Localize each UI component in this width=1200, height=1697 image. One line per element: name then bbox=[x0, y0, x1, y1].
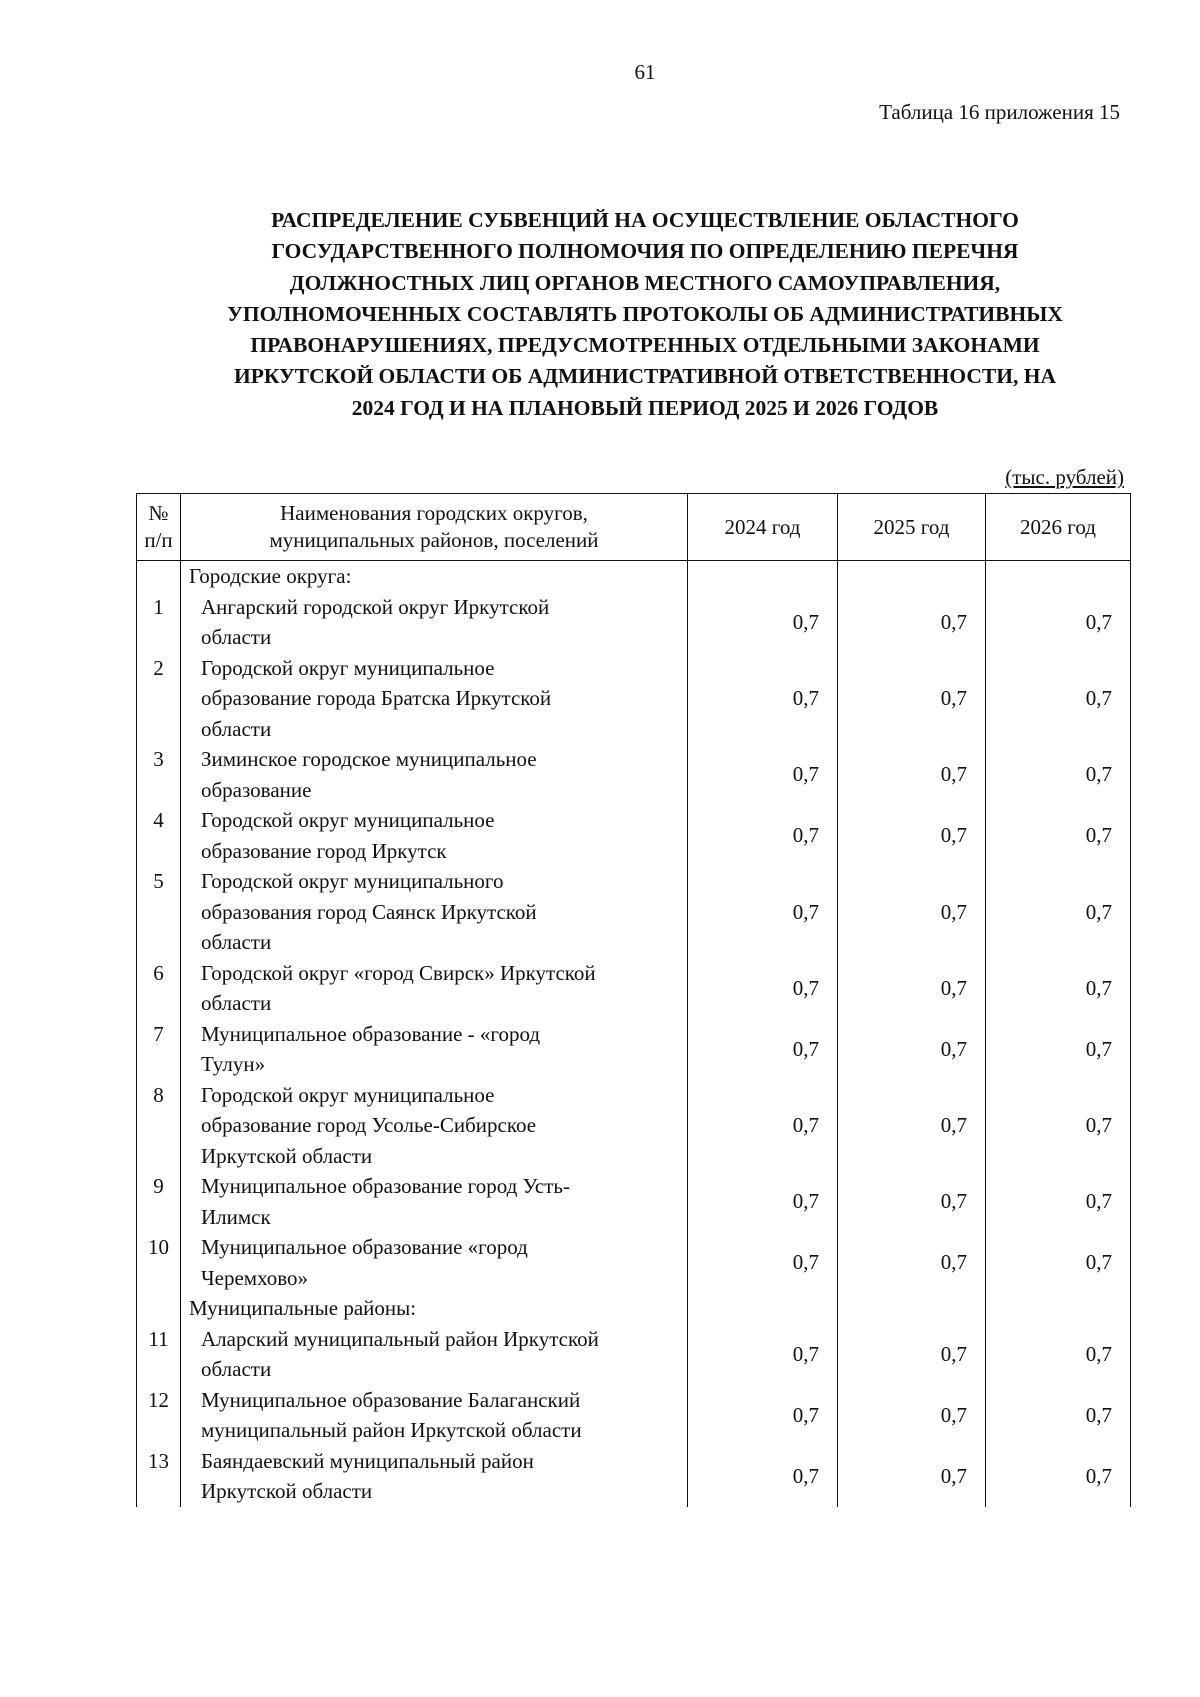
title-line: ИРКУТСКОЙ ОБЛАСТИ ОБ АДМИНИСТРАТИВНОЙ ОТВЕТСТВЕННОСТИ, НА bbox=[234, 364, 1056, 389]
row-name bbox=[181, 1171, 688, 1232]
row-value-2024: 0,7 bbox=[688, 1232, 838, 1293]
row-value-2026: 0,7 bbox=[986, 1171, 1131, 1232]
row-value-2026: 0,7 bbox=[986, 592, 1131, 653]
row-value-2025: 0,7 bbox=[838, 1446, 986, 1507]
table-body bbox=[137, 561, 1131, 1507]
row-name-line: Илимск bbox=[201, 1204, 271, 1229]
header-num bbox=[137, 494, 181, 561]
table-row bbox=[137, 1385, 1131, 1446]
row-value-2024: 0,7 bbox=[688, 1324, 838, 1385]
row-name bbox=[181, 958, 688, 1019]
row-value-2026: 0,7 bbox=[986, 866, 1131, 958]
row-name-line: Черемхово» bbox=[201, 1265, 309, 1290]
row-value-2024: 0,7 bbox=[688, 1171, 838, 1232]
title-line: ДОЛЖНОСТНЫХ ЛИЦ ОРГАНОВ МЕСТНОГО САМОУПРАВЛЕНИЯ, bbox=[289, 270, 1001, 295]
row-value-2025: 0,7 bbox=[838, 653, 986, 745]
row-name-line: области bbox=[201, 1357, 272, 1381]
table-row bbox=[137, 958, 1131, 1019]
row-name-line: Иркутской области bbox=[201, 1143, 373, 1168]
row-name bbox=[181, 744, 688, 805]
row-number: 9 bbox=[137, 1171, 181, 1232]
row-value-2026: 0,7 bbox=[986, 1446, 1131, 1507]
row-value-2025: 0,7 bbox=[838, 805, 986, 866]
table-reference: Таблица 16 приложения 15 bbox=[879, 100, 1120, 124]
empty-cell bbox=[986, 561, 1131, 592]
table-row bbox=[137, 744, 1131, 805]
title-line: РАСПРЕДЕЛЕНИЕ СУБВЕНЦИЙ НА ОСУЩЕСТВЛЕНИЕ ОБЛАСТНОГО bbox=[271, 208, 1019, 232]
title-line: ПРАВОНАРУШЕНИЯХ, ПРЕДУСМОТРЕННЫХ ОТДЕЛЬНЫМИ ЗАКОНАМИ bbox=[250, 333, 1040, 358]
table-row bbox=[137, 1324, 1131, 1385]
title-line: ГОСУДАРСТВЕННОГО ПОЛНОМОЧИЯ ПО ОПРЕДЕЛЕНИЮ ПЕРЕЧНЯ bbox=[271, 239, 1019, 264]
row-name bbox=[181, 592, 688, 653]
row-name bbox=[181, 1385, 688, 1446]
row-name-line: области bbox=[201, 716, 272, 741]
row-name bbox=[181, 1019, 688, 1080]
row-value-2026: 0,7 bbox=[986, 1324, 1131, 1385]
table-row bbox=[137, 1232, 1131, 1293]
row-value-2024: 0,7 bbox=[688, 1080, 838, 1172]
row-value-2026: 0,7 bbox=[986, 958, 1131, 1019]
row-number: 10 bbox=[137, 1232, 181, 1293]
row-name-line: Муниципальное образование «город bbox=[201, 1235, 528, 1259]
header-2024: 2024 год bbox=[688, 494, 838, 561]
section-row-municipal-districts bbox=[137, 1293, 1131, 1324]
row-name-line: Муниципальное образование - «город bbox=[201, 1021, 541, 1046]
row-value-2026: 0,7 bbox=[986, 1385, 1131, 1446]
header-name bbox=[181, 494, 688, 561]
row-value-2025: 0,7 bbox=[838, 1385, 986, 1446]
document-title bbox=[150, 205, 1140, 424]
row-value-2025: 0,7 bbox=[838, 1324, 986, 1385]
row-name bbox=[181, 1324, 688, 1385]
row-number: 1 bbox=[137, 592, 181, 653]
row-name-line: Ангарский городской округ Иркутской bbox=[201, 594, 550, 619]
row-value-2025: 0,7 bbox=[838, 866, 986, 958]
row-value-2026: 0,7 bbox=[986, 1019, 1131, 1080]
row-name-line: муниципальный район Иркутской области bbox=[201, 1418, 582, 1442]
row-name-line: Баяндаевский муниципальный район bbox=[201, 1448, 534, 1473]
row-name bbox=[181, 805, 688, 866]
row-value-2026: 0,7 bbox=[986, 653, 1131, 745]
distribution-table-container bbox=[136, 493, 1130, 1507]
empty-cell bbox=[986, 1293, 1131, 1324]
row-number: 8 bbox=[137, 1080, 181, 1172]
row-value-2026: 0,7 bbox=[986, 1232, 1131, 1293]
row-name-line: образование города Братска Иркутской bbox=[201, 686, 552, 710]
distribution-table bbox=[136, 493, 1131, 1507]
row-value-2025: 0,7 bbox=[838, 1080, 986, 1172]
section-label: Муниципальные районы: bbox=[181, 1293, 688, 1324]
row-name-line: Городской округ муниципальное bbox=[201, 655, 495, 680]
empty-cell bbox=[838, 1293, 986, 1324]
row-name-line: Городской округ муниципальное bbox=[201, 1082, 495, 1107]
row-number: 12 bbox=[137, 1385, 181, 1446]
row-name bbox=[181, 1446, 688, 1507]
row-name-line: Городской округ «город Свирск» Иркутской bbox=[201, 960, 596, 985]
empty-cell bbox=[137, 561, 181, 592]
row-number: 5 bbox=[137, 866, 181, 958]
row-value-2024: 0,7 bbox=[688, 744, 838, 805]
row-name-line: образования город Саянск Иркутской bbox=[201, 899, 537, 924]
page-number: 61 bbox=[634, 60, 656, 84]
row-value-2024: 0,7 bbox=[688, 1446, 838, 1507]
row-name-line: Городской округ муниципального bbox=[201, 869, 504, 893]
table-row bbox=[137, 1019, 1131, 1080]
empty-cell bbox=[688, 1293, 838, 1324]
row-name bbox=[181, 1232, 688, 1293]
row-value-2024: 0,7 bbox=[688, 1019, 838, 1080]
table-header-row bbox=[137, 494, 1131, 561]
row-value-2025: 0,7 bbox=[838, 1171, 986, 1232]
row-value-2025: 0,7 bbox=[838, 958, 986, 1019]
row-name-line: образование город Усолье-Сибирское bbox=[201, 1113, 537, 1137]
row-number: 6 bbox=[137, 958, 181, 1019]
row-value-2024: 0,7 bbox=[688, 1385, 838, 1446]
row-name bbox=[181, 653, 688, 745]
row-number: 4 bbox=[137, 805, 181, 866]
row-value-2024: 0,7 bbox=[688, 592, 838, 653]
header-2026: 2026 год bbox=[986, 494, 1131, 561]
row-name-line: образование bbox=[201, 777, 312, 802]
empty-cell bbox=[688, 561, 838, 592]
header-name-line2: муниципальных районов, поселений bbox=[269, 528, 599, 552]
header-name-line1: Наименования городских округов, bbox=[280, 501, 588, 525]
row-name-line: Тулун» bbox=[201, 1052, 266, 1076]
row-name-line: области bbox=[201, 991, 272, 1015]
section-label: Городские округа: bbox=[181, 561, 688, 592]
title-line: 2024 ГОД И НА ПЛАНОВЫЙ ПЕРИОД 2025 И 2026 ГОДОВ bbox=[351, 395, 939, 420]
row-name-line: Городской округ муниципальное bbox=[201, 808, 495, 832]
row-value-2025: 0,7 bbox=[838, 744, 986, 805]
row-number: 3 bbox=[137, 744, 181, 805]
table-row bbox=[137, 1446, 1131, 1507]
table-row bbox=[137, 866, 1131, 958]
section-row-city-districts bbox=[137, 561, 1131, 592]
row-value-2026: 0,7 bbox=[986, 1080, 1131, 1172]
row-name bbox=[181, 866, 688, 958]
table-row bbox=[137, 805, 1131, 866]
header-num-line2: п/п bbox=[144, 528, 173, 552]
row-value-2025: 0,7 bbox=[838, 592, 986, 653]
row-value-2024: 0,7 bbox=[688, 866, 838, 958]
row-value-2024: 0,7 bbox=[688, 958, 838, 1019]
row-value-2024: 0,7 bbox=[688, 653, 838, 745]
title-line: УПОЛНОМОЧЕННЫХ СОСТАВЛЯТЬ ПРОТОКОЛЫ ОБ АДМИНИСТРАТИВНЫХ bbox=[227, 301, 1063, 326]
row-name-line: Зиминское городское муниципальное bbox=[201, 747, 537, 771]
table-row bbox=[137, 653, 1131, 745]
empty-cell bbox=[838, 561, 986, 592]
row-value-2024: 0,7 bbox=[688, 805, 838, 866]
row-name-line: Аларский муниципальный район Иркутской bbox=[201, 1326, 599, 1351]
row-name-line: Муниципальное образование город Усть- bbox=[201, 1174, 570, 1198]
table-row bbox=[137, 1171, 1131, 1232]
header-2025: 2025 год bbox=[838, 494, 986, 561]
row-value-2025: 0,7 bbox=[838, 1019, 986, 1080]
table-row bbox=[137, 1080, 1131, 1172]
row-value-2025: 0,7 bbox=[838, 1232, 986, 1293]
row-number: 13 bbox=[137, 1446, 181, 1507]
row-name bbox=[181, 1080, 688, 1172]
row-value-2026: 0,7 bbox=[986, 744, 1131, 805]
row-number: 7 bbox=[137, 1019, 181, 1080]
row-name-line: Муниципальное образование Балаганский bbox=[201, 1387, 581, 1412]
units-label bbox=[1005, 465, 1124, 490]
row-name-line: Иркутской области bbox=[201, 1479, 373, 1503]
units-text: (тыс. рублей) bbox=[1005, 465, 1124, 489]
row-number: 11 bbox=[137, 1324, 181, 1385]
row-number: 2 bbox=[137, 653, 181, 745]
table-row bbox=[137, 592, 1131, 653]
row-name-line: области bbox=[201, 625, 272, 649]
row-name-line: области bbox=[201, 930, 272, 954]
row-name-line: образование город Иркутск bbox=[201, 838, 447, 863]
row-value-2026: 0,7 bbox=[986, 805, 1131, 866]
header-num-line1: № bbox=[148, 501, 169, 525]
empty-cell bbox=[137, 1293, 181, 1324]
